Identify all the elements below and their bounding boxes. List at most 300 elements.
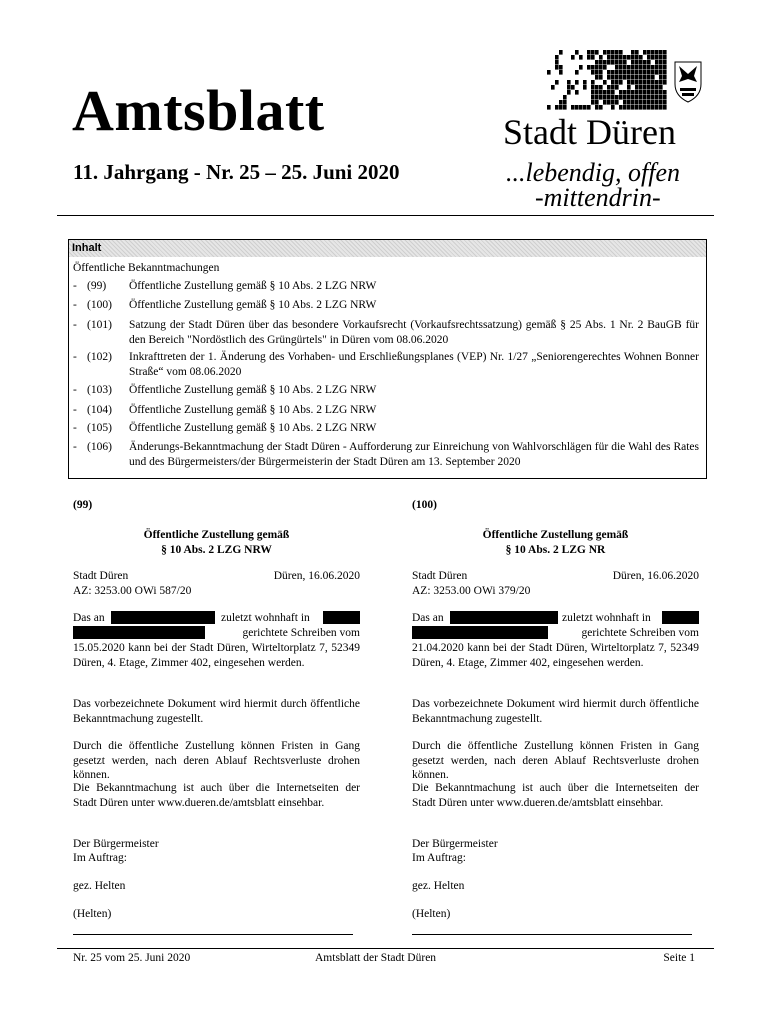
logo-tile [595, 85, 599, 90]
article-body: 21.04.2020 kann bei der Stadt Düren, Wirteltorplatz 7, 52349 Düren, 4. Etage, Zimmer 402, eingesehen werden. [412, 642, 699, 669]
logo-tile [627, 95, 631, 100]
logo-tile [635, 70, 639, 75]
logo-tile [611, 100, 615, 105]
logo-tile [655, 70, 659, 75]
item-number: (104) [87, 404, 112, 416]
logo-tile [595, 95, 599, 100]
item-number: (99) [87, 280, 107, 292]
logo-tile [595, 50, 599, 55]
logo-tile [603, 50, 607, 55]
logo-tile [587, 65, 591, 70]
logo-tile [547, 105, 551, 110]
logo-tile [627, 85, 631, 90]
article-title-line-2: § 10 Abs. 2 LZG NR [505, 543, 606, 556]
logo-tile [643, 60, 647, 65]
logo-tile [555, 80, 559, 85]
logo-tile [639, 95, 643, 100]
logo-tile [647, 95, 651, 100]
logo-tile [639, 65, 643, 70]
logo-tile [599, 85, 603, 90]
logo-tile [631, 60, 635, 65]
logo-tile [623, 100, 627, 105]
logo-tile [607, 55, 611, 60]
logo-tile [651, 55, 655, 60]
logo-tile [663, 100, 667, 105]
logo-tile [639, 90, 643, 95]
logo-tile [619, 70, 623, 75]
article-date: Düren, 16.06.2020 [612, 570, 699, 582]
redacted-name [111, 611, 215, 624]
logo-tile [623, 105, 627, 110]
logo-tile [663, 105, 667, 110]
intro-prefix: Das an [73, 612, 105, 624]
online-note: Die Bekanntmachung ist auch über die Internetseiten der Stadt Düren unter www.dueren.de/amtsblatt einsehbar. [73, 782, 360, 809]
logo-tile [639, 100, 643, 105]
logo-tile [599, 60, 603, 65]
logo-tile [615, 75, 619, 80]
logo-tile [591, 95, 595, 100]
logo-tile [663, 55, 667, 60]
logo-tile [591, 80, 595, 85]
header-divider [57, 215, 714, 216]
logo-tile [659, 100, 663, 105]
contents-heading: Inhalt [69, 240, 706, 257]
logo-tile [611, 105, 615, 110]
issuing-authority: Stadt Düren [73, 570, 129, 582]
redacted-city [662, 611, 699, 624]
logo-tile [575, 105, 579, 110]
logo-tile [663, 50, 667, 55]
redacted-street [73, 626, 205, 639]
logo-tile [655, 95, 659, 100]
logo-tile [603, 80, 607, 85]
logo-tile [663, 60, 667, 65]
logo-tile [615, 70, 619, 75]
logo-tile [663, 70, 667, 75]
logo-tile [607, 75, 611, 80]
logo-tile [647, 80, 651, 85]
redacted-name [450, 611, 558, 624]
logo-tile [635, 85, 639, 90]
logo-tile [659, 80, 663, 85]
logo-tile [627, 105, 631, 110]
logo-tile [559, 105, 563, 110]
logo-tile [651, 50, 655, 55]
list-dash: - [73, 299, 77, 311]
logo-tile [659, 105, 663, 110]
logo-tile [627, 100, 631, 105]
logo-tile [615, 100, 619, 105]
logo-tile [623, 70, 627, 75]
logo-tile [627, 65, 631, 70]
logo-tile [619, 80, 623, 85]
article-date: Düren, 16.06.2020 [273, 570, 360, 582]
logo-tile [619, 95, 623, 100]
logo-tile [615, 85, 619, 90]
logo-tile [631, 80, 635, 85]
logo-tile [655, 60, 659, 65]
logo-tile [583, 105, 587, 110]
logo-tile [603, 90, 607, 95]
logo-tile [631, 95, 635, 100]
logo-tile [635, 95, 639, 100]
item-text: Öffentliche Zustellung gemäß § 10 Abs. 2 LZG NRW [129, 404, 377, 416]
logo-tile [643, 90, 647, 95]
motto-line-1: ...lebendig, offen [506, 158, 681, 187]
logo-tile [555, 105, 559, 110]
footer-issue: Nr. 25 vom 25. Juni 2020 [73, 952, 191, 964]
logo-tile [607, 90, 611, 95]
logo-tile [639, 70, 643, 75]
logo-tile [639, 85, 643, 90]
logo-tile [567, 85, 571, 90]
logo-tile [647, 55, 651, 60]
logo-tile [615, 95, 619, 100]
logo-tile [651, 75, 655, 80]
logo-tile [651, 85, 655, 90]
logo-tile [619, 105, 623, 110]
logo-tile [651, 100, 655, 105]
logo-tile [595, 75, 599, 80]
logo-tile [603, 60, 607, 65]
signature-order: Im Auftrag: [73, 852, 127, 864]
article-title [73, 528, 360, 557]
logo-tile [635, 50, 639, 55]
logo-tile [639, 105, 643, 110]
logo-tile [627, 70, 631, 75]
deadline-note: Durch die öffentliche Zustellung können Fristen in Gang gesetzt werden, nach deren Ablauf Rechtsverluste drohen können. [73, 740, 360, 781]
logo-tile [643, 75, 647, 80]
footer-divider [57, 948, 714, 949]
item-number: (100) [87, 299, 112, 311]
logo-tile [639, 60, 643, 65]
city-name: Stadt Düren [503, 112, 676, 152]
logo-tile [663, 80, 667, 85]
logo-tile [663, 65, 667, 70]
logo-tile [619, 65, 623, 70]
logo-tile [631, 75, 635, 80]
logo-tile [663, 95, 667, 100]
logo-tile [563, 95, 567, 100]
item-text: Öffentliche Zustellung gemäß § 10 Abs. 2 LZG NRW [129, 422, 377, 434]
logo-tile [647, 75, 651, 80]
article-number: (99) [73, 499, 93, 511]
intro-middle: zuletzt wohnhaft in [221, 612, 310, 624]
logo-tile [595, 105, 599, 110]
logo-tile [607, 50, 611, 55]
logo-tile [635, 55, 639, 60]
logo-tile [619, 55, 623, 60]
logo-tile [655, 85, 659, 90]
logo-tile [579, 105, 583, 110]
list-dash: - [73, 351, 77, 363]
logo-tile [615, 65, 619, 70]
logo-tile [647, 50, 651, 55]
logo-tile [655, 50, 659, 55]
delivery-note: Das vorbezeichnete Dokument wird hiermit durch öffentliche Bekanntmachung zugestellt. [412, 698, 699, 725]
logo-tile [571, 85, 575, 90]
logo-tile [647, 65, 651, 70]
logo-tile [659, 75, 663, 80]
logo-tile [591, 70, 595, 75]
logo-tile [643, 95, 647, 100]
logo-tile [651, 95, 655, 100]
list-dash: - [73, 422, 77, 434]
logo-tile [635, 65, 639, 70]
logo-tile [615, 55, 619, 60]
list-dash: - [73, 404, 77, 416]
logo-tile [555, 65, 559, 70]
logo-tile [591, 100, 595, 105]
logo-tile [615, 60, 619, 65]
logo-tile [631, 100, 635, 105]
logo-tile [611, 75, 615, 80]
logo-tile [651, 105, 655, 110]
article-title-line-1: Öffentliche Zustellung gemäß [482, 529, 629, 541]
deadline-note: Durch die öffentliche Zustellung können Fristen in Gang gesetzt werden, nach deren Ablauf Rechtsverluste drohen können. [412, 740, 699, 781]
logo-tile [595, 90, 599, 95]
logo-tile [659, 90, 663, 95]
logo-tile [655, 55, 659, 60]
logo-tile [567, 80, 571, 85]
logo-tile [627, 55, 631, 60]
coat-of-arms-icon [675, 62, 701, 102]
signature-title: Der Bürgermeister [73, 838, 159, 850]
logo-tile [603, 100, 607, 105]
logo-tile [591, 50, 595, 55]
logo-tile [635, 75, 639, 80]
logo-tile [575, 80, 579, 85]
logo-tile [643, 70, 647, 75]
item-text: Änderungs-Bekanntmachung der Stadt Düren - Aufforderung zur Einreichung von Wahlvorschlägen für die Wahl des Rates und des Bürgermeisters/der Bürgermeisterin der Stadt Düren am 13. September 2020 [129, 441, 699, 468]
issuing-authority: Stadt Düren [412, 570, 468, 582]
logo-tile [651, 90, 655, 95]
logo-tile [619, 50, 623, 55]
intro-suffix: gerichtete Schreiben vom [581, 627, 699, 639]
logo-tile [583, 80, 587, 85]
logo-tile [563, 105, 567, 110]
logo-tile [603, 65, 607, 70]
item-text: Öffentliche Zustellung gemäß § 10 Abs. 2 LZG NRW [129, 384, 377, 396]
item-text: Inkrafttreten der 1. Änderung des Vorhaben- und Erschließungsplanes (VEP) Nr. 1/27 „Seniorengerechtes Wohnen Bonner Straße“ vom 08.06.2020 [129, 351, 699, 378]
logo-tile [607, 100, 611, 105]
footer-publication: Amtsblatt der Stadt Düren [315, 952, 437, 964]
logo-tile [663, 75, 667, 80]
logo-tile [551, 85, 555, 90]
intro-middle: zuletzt wohnhaft in [562, 612, 651, 624]
logo-tile [587, 50, 591, 55]
logo-tile [563, 100, 567, 105]
redacted-city [323, 611, 360, 624]
logo-tile [571, 55, 575, 60]
logo-tile [547, 70, 551, 75]
signature-name: (Helten) [73, 908, 112, 920]
newspaper-title: Amtsblatt [72, 78, 325, 143]
logo-tile [631, 90, 635, 95]
logo-tile [595, 70, 599, 75]
contents-subheading: Öffentliche Bekanntmachungen [73, 262, 220, 274]
logo-tile [615, 80, 619, 85]
logo-tile [655, 100, 659, 105]
logo-tile [631, 70, 635, 75]
logo-tile [599, 90, 603, 95]
logo-tile [611, 95, 615, 100]
logo-tile [607, 85, 611, 90]
redacted-street [412, 626, 548, 639]
signature-signed: gez. Helten [412, 880, 465, 892]
signature-name: (Helten) [412, 908, 451, 920]
logo-tile [611, 80, 615, 85]
logo-tile [607, 60, 611, 65]
logo-tile [631, 105, 635, 110]
logo-tile [559, 100, 563, 105]
delivery-note: Das vorbezeichnete Dokument wird hiermit durch öffentliche Bekanntmachung zugestellt. [73, 698, 360, 725]
logo-tile [635, 105, 639, 110]
item-text: Satzung der Stadt Düren über das besondere Vorkaufsrecht (Vorkaufsrechtssatzung) gemäß § 25 Abs. 1 Nr. 2 BauGB für den Bereich "Nordöstlich des Grüngürtels" in Düren vom 08.06.2020 [129, 319, 699, 346]
logo-tile [599, 55, 603, 60]
logo-tile [639, 55, 643, 60]
logo-tile [611, 60, 615, 65]
logo-tile [599, 95, 603, 100]
intro-prefix: Das an [412, 612, 444, 624]
list-dash: - [73, 441, 77, 453]
footer-page-number: Seite 1 [663, 952, 695, 964]
logo-tile [659, 55, 663, 60]
logo-tile [567, 90, 571, 95]
logo-tile [579, 55, 583, 60]
logo-tile [647, 85, 651, 90]
item-text: Öffentliche Zustellung gemäß § 10 Abs. 2 LZG NRW [129, 299, 377, 311]
logo-tile [591, 65, 595, 70]
logo-tile [591, 90, 595, 95]
list-dash: - [73, 319, 77, 331]
logo-tile [631, 65, 635, 70]
contents-box [68, 239, 707, 479]
item-number: (103) [87, 384, 112, 396]
logo-tile [659, 85, 663, 90]
article-100 [412, 498, 699, 948]
logo-tile [619, 60, 623, 65]
logo-tile [659, 65, 663, 70]
logo-tile [559, 50, 563, 55]
logo-tile [575, 70, 579, 75]
item-number: (102) [87, 351, 112, 363]
logo-tile [591, 55, 595, 60]
logo-tile [643, 100, 647, 105]
logo-tile [635, 80, 639, 85]
article-end-rule [412, 934, 692, 935]
article-body: 15.05.2020 kann bei der Stadt Düren, Wirteltorplatz 7, 52349 Düren, 4. Etage, Zimmer 402, eingesehen werden. [73, 642, 360, 669]
logo-tile [659, 95, 663, 100]
logo-tile [635, 90, 639, 95]
logo-tile [631, 50, 635, 55]
logo-tile [643, 50, 647, 55]
online-note: Die Bekanntmachung ist auch über die Internetseiten der Stadt Düren unter www.dueren.de/amtsblatt einsehbar. [412, 782, 699, 809]
intro-suffix: gerichtete Schreiben vom [242, 627, 360, 639]
item-text: Öffentliche Zustellung gemäß § 10 Abs. 2 LZG NRW [129, 280, 377, 292]
list-dash: - [73, 280, 77, 292]
logo-tile [663, 90, 667, 95]
logo-tile [571, 105, 575, 110]
logo-tile [651, 70, 655, 75]
file-reference: AZ: 3253.00 OWi 587/20 [73, 585, 192, 597]
logo-tile [599, 105, 603, 110]
logo-tile [639, 80, 643, 85]
logo-tile [611, 55, 615, 60]
logo-tile [603, 95, 607, 100]
logo-tile [591, 85, 595, 90]
logo-tile [647, 100, 651, 105]
logo-tile [655, 65, 659, 70]
list-dash: - [73, 384, 77, 396]
logo-tile [595, 60, 599, 65]
logo-tile [659, 60, 663, 65]
logo-tile [647, 60, 651, 65]
issue-line: 11. Jahrgang - Nr. 25 – 25. Juni 2020 [73, 160, 400, 184]
logo-tile [599, 75, 603, 80]
logo-tile [631, 55, 635, 60]
logo-tile [607, 95, 611, 100]
logo-tile [579, 65, 583, 70]
logo-tile [555, 55, 559, 60]
signature-order: Im Auftrag: [412, 852, 466, 864]
article-end-rule [73, 934, 353, 935]
logo-tile [611, 85, 615, 90]
file-reference: AZ: 3253.00 OWi 379/20 [412, 585, 531, 597]
logo-tile [627, 80, 631, 85]
logo-tile [659, 50, 663, 55]
logo-tile [627, 75, 631, 80]
signature-title: Der Bürgermeister [412, 838, 498, 850]
logo-tile [587, 55, 591, 60]
logo-tile [559, 70, 563, 75]
article-number: (100) [412, 499, 437, 511]
logo-tile [647, 70, 651, 75]
logo-tile [635, 60, 639, 65]
logo-tile [651, 65, 655, 70]
logo-tile [643, 85, 647, 90]
logo-tile [599, 65, 603, 70]
logo-tile [559, 65, 563, 70]
logo-tile [651, 80, 655, 85]
logo-tile [635, 100, 639, 105]
article-99 [73, 498, 360, 948]
city-logo [535, 50, 710, 110]
item-number: (105) [87, 422, 112, 434]
logo-tile [607, 70, 611, 75]
logo-mosaic [547, 50, 667, 110]
logo-tile [627, 90, 631, 95]
logo-tile [555, 60, 559, 65]
logo-tile [575, 90, 579, 95]
logo-tile [647, 90, 651, 95]
logo-tile [623, 95, 627, 100]
logo-tile [619, 90, 623, 95]
logo-tile [623, 55, 627, 60]
logo-tile [611, 90, 615, 95]
logo-tile [599, 70, 603, 75]
logo-tile [655, 105, 659, 110]
motto-line-2: -mittendrin- [535, 183, 661, 212]
logo-tile [623, 90, 627, 95]
logo-tile [575, 50, 579, 55]
logo-tile [623, 75, 627, 80]
logo-tile [655, 90, 659, 95]
item-number: (106) [87, 441, 112, 453]
logo-tile [583, 85, 587, 90]
logo-tile [623, 60, 627, 65]
logo-tile [595, 65, 599, 70]
